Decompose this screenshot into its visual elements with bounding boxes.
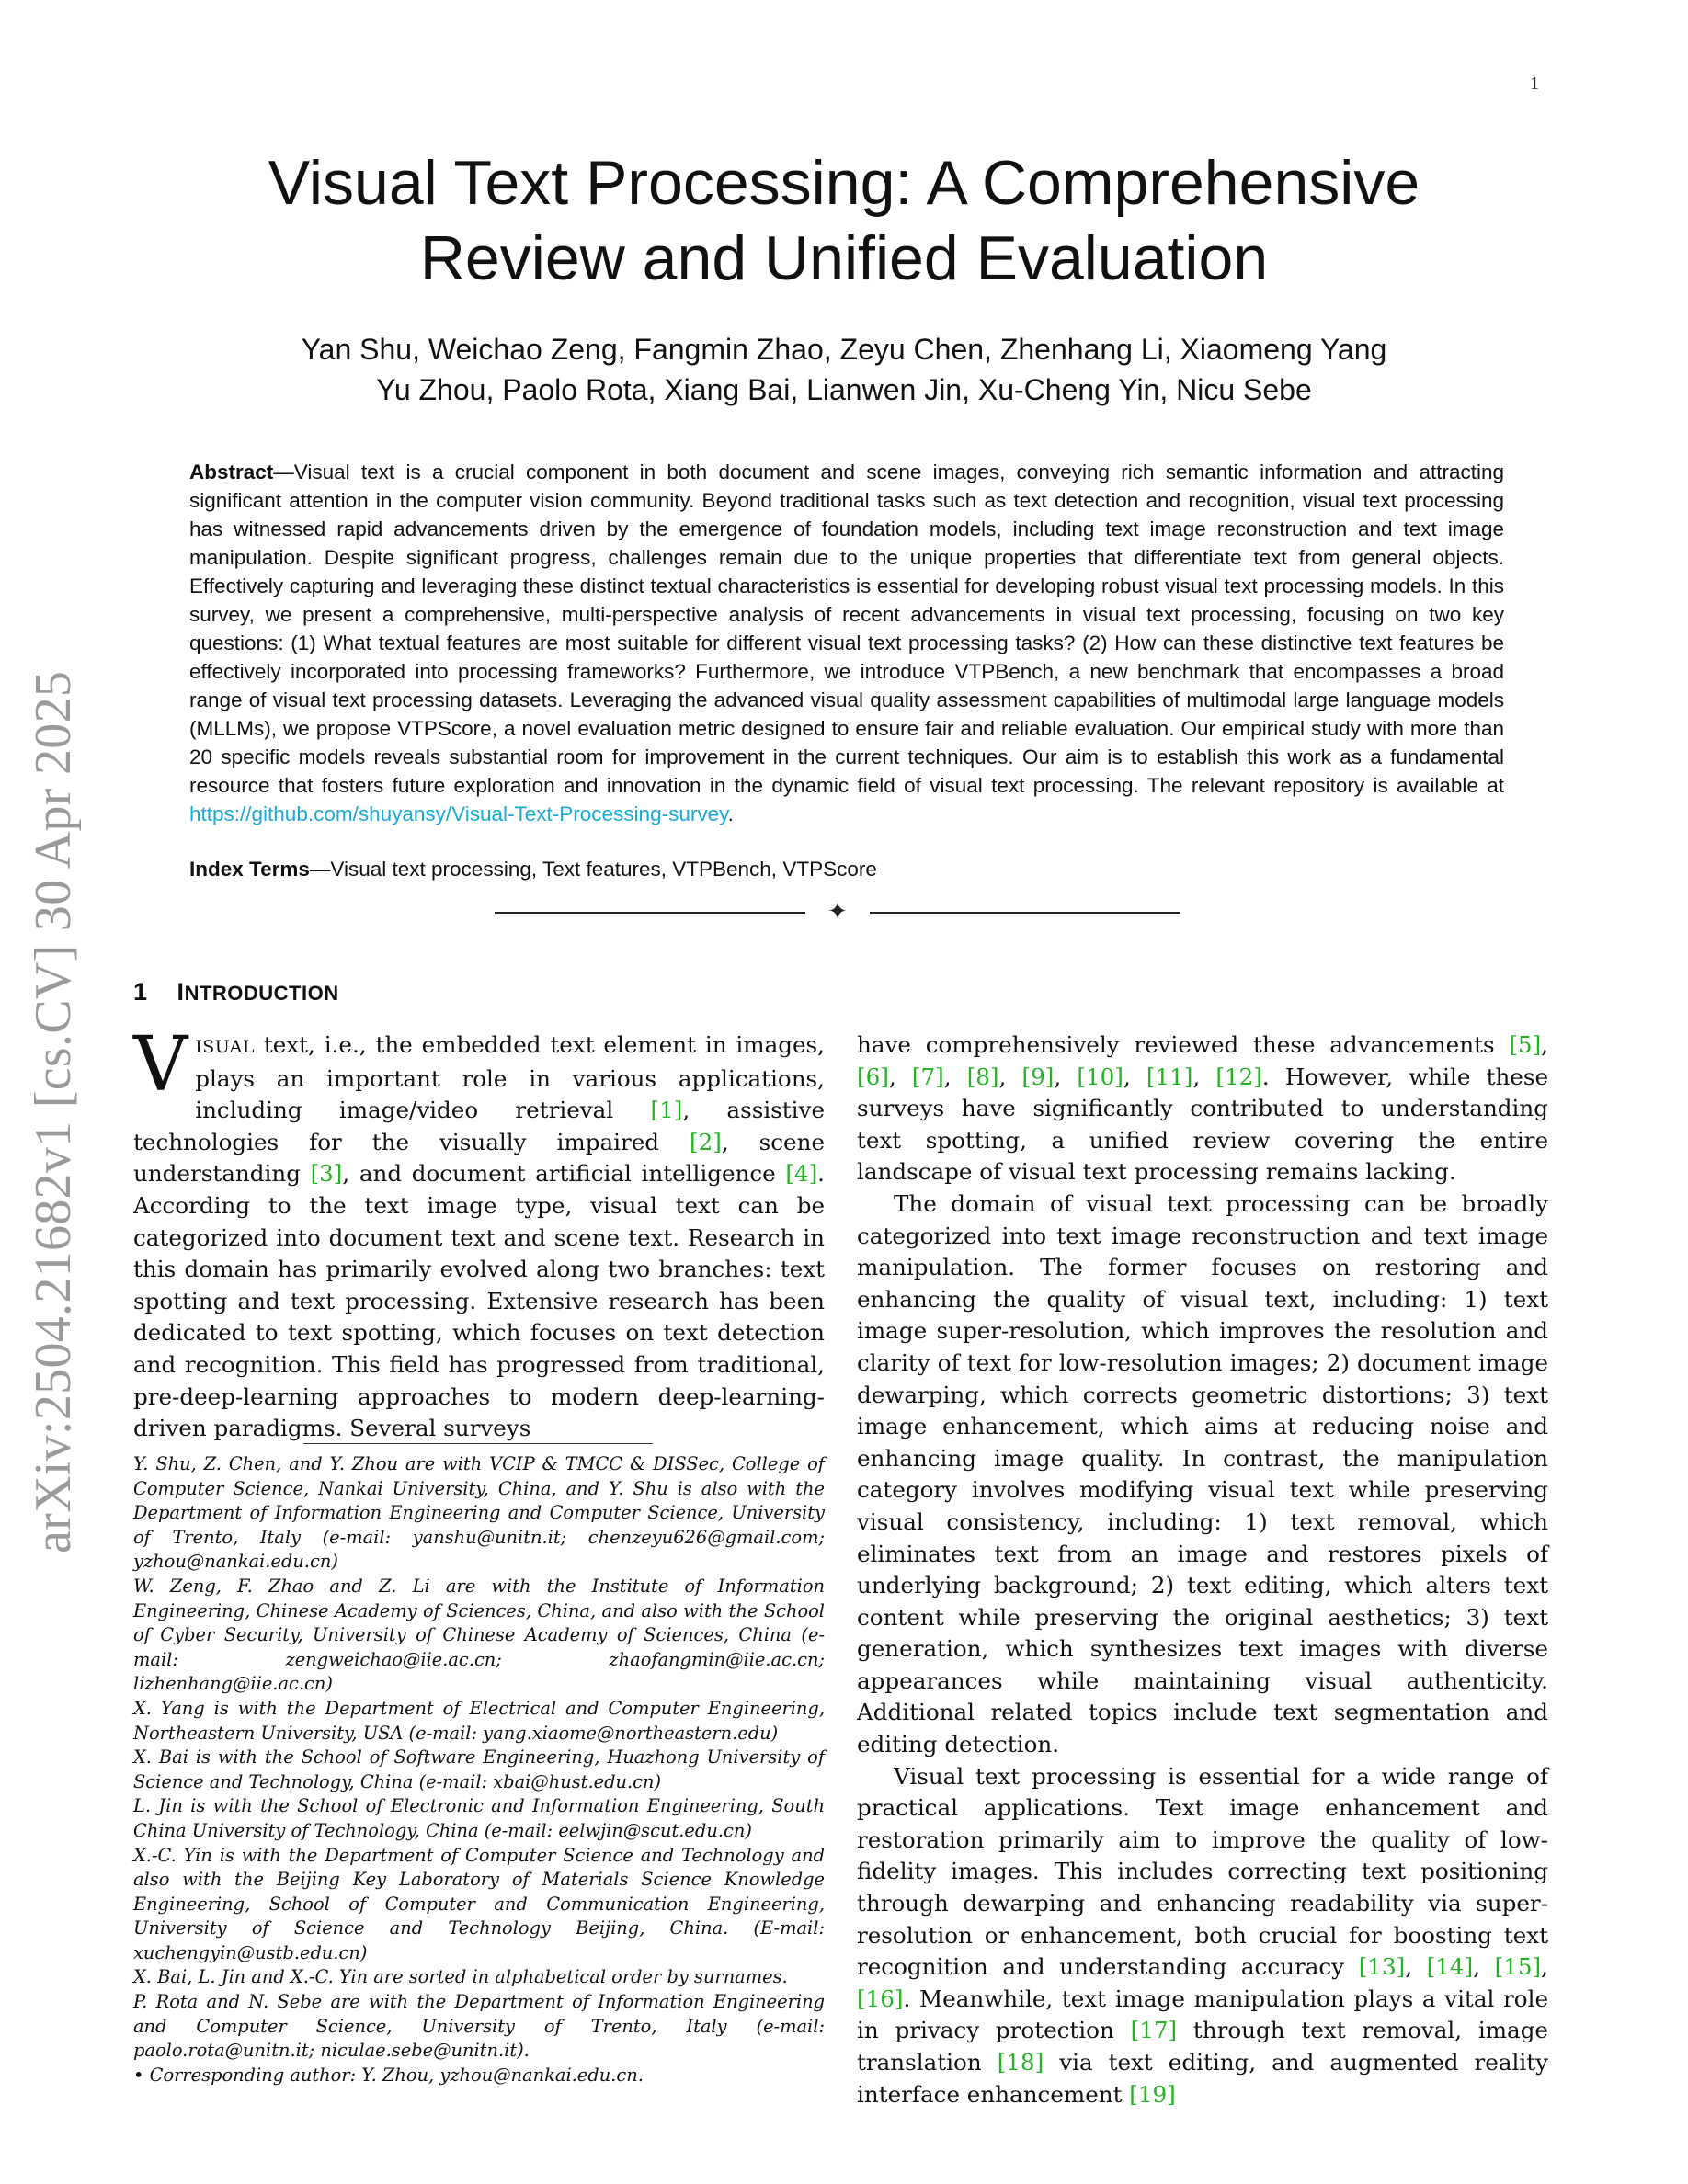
divider-diamond-icon: ✦: [827, 898, 848, 926]
footnote-item: X. Bai, L. Jin and X.-C. Yin are sorted in alphabetical order by surnames.: [133, 1966, 788, 1988]
footnote-rule: [303, 1443, 653, 1444]
intro-paragraph-1: [133, 1021, 825, 1445]
title-line-2: Review and Unified Evaluation: [419, 223, 1269, 293]
citation-link[interactable]: [10]: [1077, 1063, 1123, 1090]
citation-link[interactable]: [5]: [1509, 1031, 1542, 1058]
intro-text: text, i.e., the embedded text element in images, plays an important role in various applications, including image/video retrieval: [195, 1031, 825, 1124]
citation-link[interactable]: [1]: [650, 1097, 683, 1124]
page-number: 1: [1530, 74, 1539, 94]
authors-line-1: Yan Shu, Weichao Zeng, Fangmin Zhao, Zeyu Chen, Zhenhang Li, Xiaomeng Yang: [301, 333, 1387, 366]
citation-link[interactable]: [16]: [857, 1985, 904, 2012]
paper-title: [165, 145, 1523, 296]
index-terms: [189, 855, 1504, 883]
intro-text: Visual text processing is essential for a wide range of practical applications. Text image enhancement and restoration primarily aim to improve the quality of low-fidelity images. This includes correcting text positioning through dewarping and enhancing readability via super-resolution or enhancement, both crucial for boosting text recognition and understanding accuracy: [857, 1762, 1548, 1981]
intro-text: via text editing, and augmented reality interface enhancement: [857, 2049, 1548, 2108]
footnote-item: X.-C. Yin is with the Department of Computer Science and Technology and also with the Beijing Key Laboratory of Materials Science Knowledge Engineering, School of Computer and Communication Engineering, University of Science and Technology Beijing, China. (E-mail: xuchengyin@ustb.edu.cn): [133, 1844, 825, 1963]
intro-text: ,: [1473, 1953, 1495, 1981]
intro-paragraph-4: [857, 1761, 1548, 2111]
citation-link[interactable]: [7]: [911, 1063, 944, 1090]
divider-left-rule: [495, 912, 805, 914]
arxiv-stamp: arXiv:2504.21682v1 [cs.CV] 30 Apr 2025: [25, 670, 82, 1553]
intro-text: , and document artificial intelligence: [342, 1160, 786, 1188]
footnote-item: P. Rota and N. Sebe are with the Department of Information Engineering and Computer Science, University of Trento, Italy (e-mail: paolo.rota@unitn.it; niculae.sebe@unitn.it).: [133, 1991, 825, 2062]
section-number: 1: [133, 978, 148, 1006]
footnote-item: W. Zeng, F. Zhao and Z. Li are with the Institute of Information Engineering, Chinese Academy of Sciences, China, and also with the School of Cyber Security, University of Chinese Academy of Sciences, China (e-mail: zengweichao@iie.ac.cn; zhaofangmin@iie.ac.cn; lizhenhang@iie.ac.cn): [133, 1575, 825, 1695]
abstract: [189, 458, 1504, 828]
abstract-label: Abstract: [189, 461, 274, 483]
intro-text: ,: [888, 1063, 912, 1090]
citation-link[interactable]: [19]: [1129, 2080, 1176, 2108]
intro-text: . Meanwhile, text image manipulation plays a vital role in privacy protection: [857, 1985, 1548, 2044]
repository-link[interactable]: https://github.com/shuyansy/Visual-Text-Processing-survey: [189, 802, 728, 825]
abstract-dash: —: [273, 461, 294, 483]
intro-text: ,: [1054, 1063, 1078, 1090]
intro-text: ,: [1541, 1953, 1548, 1981]
intro-text: ,: [998, 1063, 1022, 1090]
citation-link[interactable]: [13]: [1358, 1953, 1406, 1981]
index-terms-text: —Visual text processing, Text features, VTPBench, VTPScore: [309, 858, 877, 881]
dropcap-letter: V: [133, 1021, 188, 1109]
authors-line-2: Yu Zhou, Paolo Rota, Xiang Bai, Lianwen Jin, Xu-Cheng Yin, Nicu Sebe: [376, 373, 1312, 406]
intro-text: through text removal, image translation: [857, 2017, 1548, 2076]
index-terms-label: Index Terms: [189, 858, 310, 881]
intro-text: ,: [1123, 1063, 1146, 1090]
intro-text: ,: [943, 1063, 967, 1090]
title-line-1: Visual Text Processing: A Comprehensive: [268, 148, 1420, 218]
abstract-text: Visual text is a crucial component in both document and scene images, conveying rich semantic information and attracting significant attention in the computer vision community. Beyond traditional tasks such as text detection and recognition, visual text processing has witnessed rapid advancements driven by the emergence of foundation models, including text image reconstruction and text image manipulation. Despite significant progress, challenges remain due to the unique properties that differentiate text from general objects. Effectively capturing and leveraging these distinct textual characteristics is essential for developing robust visual text processing models. In this survey, we present a comprehensive, multi-perspective analysis of recent advancements in visual text processing, focusing on two key questions: (1) What textual features are most suitable for different visual text processing tasks? (2) How can these distinctive text features be effectively incorporated into processing frameworks? Furthermore, we introduce VTPBench, a new benchmark that encompasses a broad range of visual text processing datasets. Leveraging the advanced visual quality assessment capabilities of multimodal large language models (MLLMs), we propose VTPScore, a novel evaluation metric designed to ensure fair and reliable evaluation. Our empirical study with more than 20 specific models reveals substantial room for improvement in the current techniques. Our aim is to establish this work as a fundamental resource that fosters future exploration and innovation in the dynamic field of visual text processing. The relevant repository is available at: [189, 461, 1504, 797]
footnote-item: L. Jin is with the School of Electronic and Information Engineering, South China University of Technology, China (e-mail: eelwjin@scut.edu.cn): [133, 1795, 825, 1841]
intro-text: , scene understanding: [133, 1128, 825, 1188]
citation-link[interactable]: [15]: [1494, 1953, 1542, 1981]
citation-link[interactable]: [11]: [1146, 1063, 1193, 1090]
intro-text: . According to the text image type, visual text can be categorized into document text and scene text. Research in this domain has primarily evolved along two branches: text spotting and text processing. Extensive research has been dedicated to text spotting, which focuses on text detection and recognition. This field has progressed from traditional, pre-deep-learning approaches to modern deep-learning-driven paradigms. Several surveys: [133, 1160, 825, 1442]
author-list: [165, 329, 1523, 410]
citation-link[interactable]: [3]: [310, 1160, 343, 1188]
citation-link[interactable]: [6]: [857, 1063, 889, 1090]
footnote-item: X. Bai is with the School of Software Engineering, Huazhong University of Science and Technology, China (e-mail: xbai@hust.edu.cn): [133, 1746, 825, 1792]
intro-text: ,: [1541, 1031, 1548, 1058]
intro-paragraph-2: [857, 1029, 1548, 1189]
intro-text: . However, while these surveys have significantly contributed to understanding text spotting, a unified review covering the entire landscape of visual text processing remains lacking.: [857, 1063, 1549, 1186]
footnote-item: Y. Shu, Z. Chen, and Y. Zhou are with VCIP & TMCC & DISSec, College of Computer Science, Nankai University, China, and Y. Shu is also with the Department of Information Engineering and Computer Science, University of Trento, Italy (e-mail: yanshu@unitn.it; chenzeyu626@gmail.com; yzhou@nankai.edu.cn): [133, 1453, 825, 1573]
intro-text: ,: [1192, 1063, 1216, 1090]
smallcaps-word: ISUAL: [195, 1037, 256, 1057]
divider-right-rule: [870, 912, 1180, 914]
section-title-first-letter: I: [177, 978, 185, 1006]
intro-paragraph-3: The domain of visual text processing can be broadly categorized into text image reconstruction and text image manipulation. The former focuses on restoring and enhancing the quality of visual text, including: 1) text image super-resolution, which improves the resolution and clarity of text for low-resolution images; 2) document image dewarping, which corrects geometric distortions; 3) text image enhancement, which aims at reducing noise and enhancing image quality. In contrast, the manipulation category involves modifying visual text while preserving visual consistency, including: 1) text removal, which eliminates text from an image and restores pixels of underlying background; 2) text editing, which alters text content while preserving the original aesthetics; 3) text generation, which synthesizes text images with diverse appearances while maintaining visual authenticity. Additional related topics include text segmentation and editing detection.: [857, 1189, 1548, 1758]
intro-text: ,: [1405, 1953, 1427, 1981]
citation-link[interactable]: [14]: [1426, 1953, 1474, 1981]
citation-link[interactable]: [18]: [997, 2049, 1044, 2076]
citation-link[interactable]: [8]: [966, 1063, 999, 1090]
intro-right-column: [857, 1029, 1548, 2110]
author-footnotes: [133, 1452, 825, 2087]
intro-text: have comprehensively reviewed these advancements: [857, 1031, 1510, 1058]
citation-link[interactable]: [12]: [1215, 1063, 1262, 1090]
intro-left-column: [133, 1021, 825, 1445]
citation-link[interactable]: [17]: [1130, 2017, 1178, 2044]
abstract-end: .: [727, 802, 734, 825]
section-heading-introduction: [133, 978, 339, 1007]
citation-link[interactable]: [4]: [785, 1160, 818, 1188]
citation-link[interactable]: [2]: [690, 1128, 722, 1155]
footnote-item: X. Yang is with the Department of Electrical and Computer Engineering, Northeastern University, USA (e-mail: yang.xiaome@northeastern.edu): [133, 1697, 825, 1744]
citation-link[interactable]: [9]: [1021, 1063, 1055, 1090]
section-title-rest: NTRODUCTION: [184, 982, 339, 1005]
footnote-item: • Corresponding author: Y. Zhou, yzhou@nankai.edu.cn.: [133, 2064, 644, 2086]
intro-text: , assistive technologies for the visually impaired: [133, 1097, 825, 1155]
